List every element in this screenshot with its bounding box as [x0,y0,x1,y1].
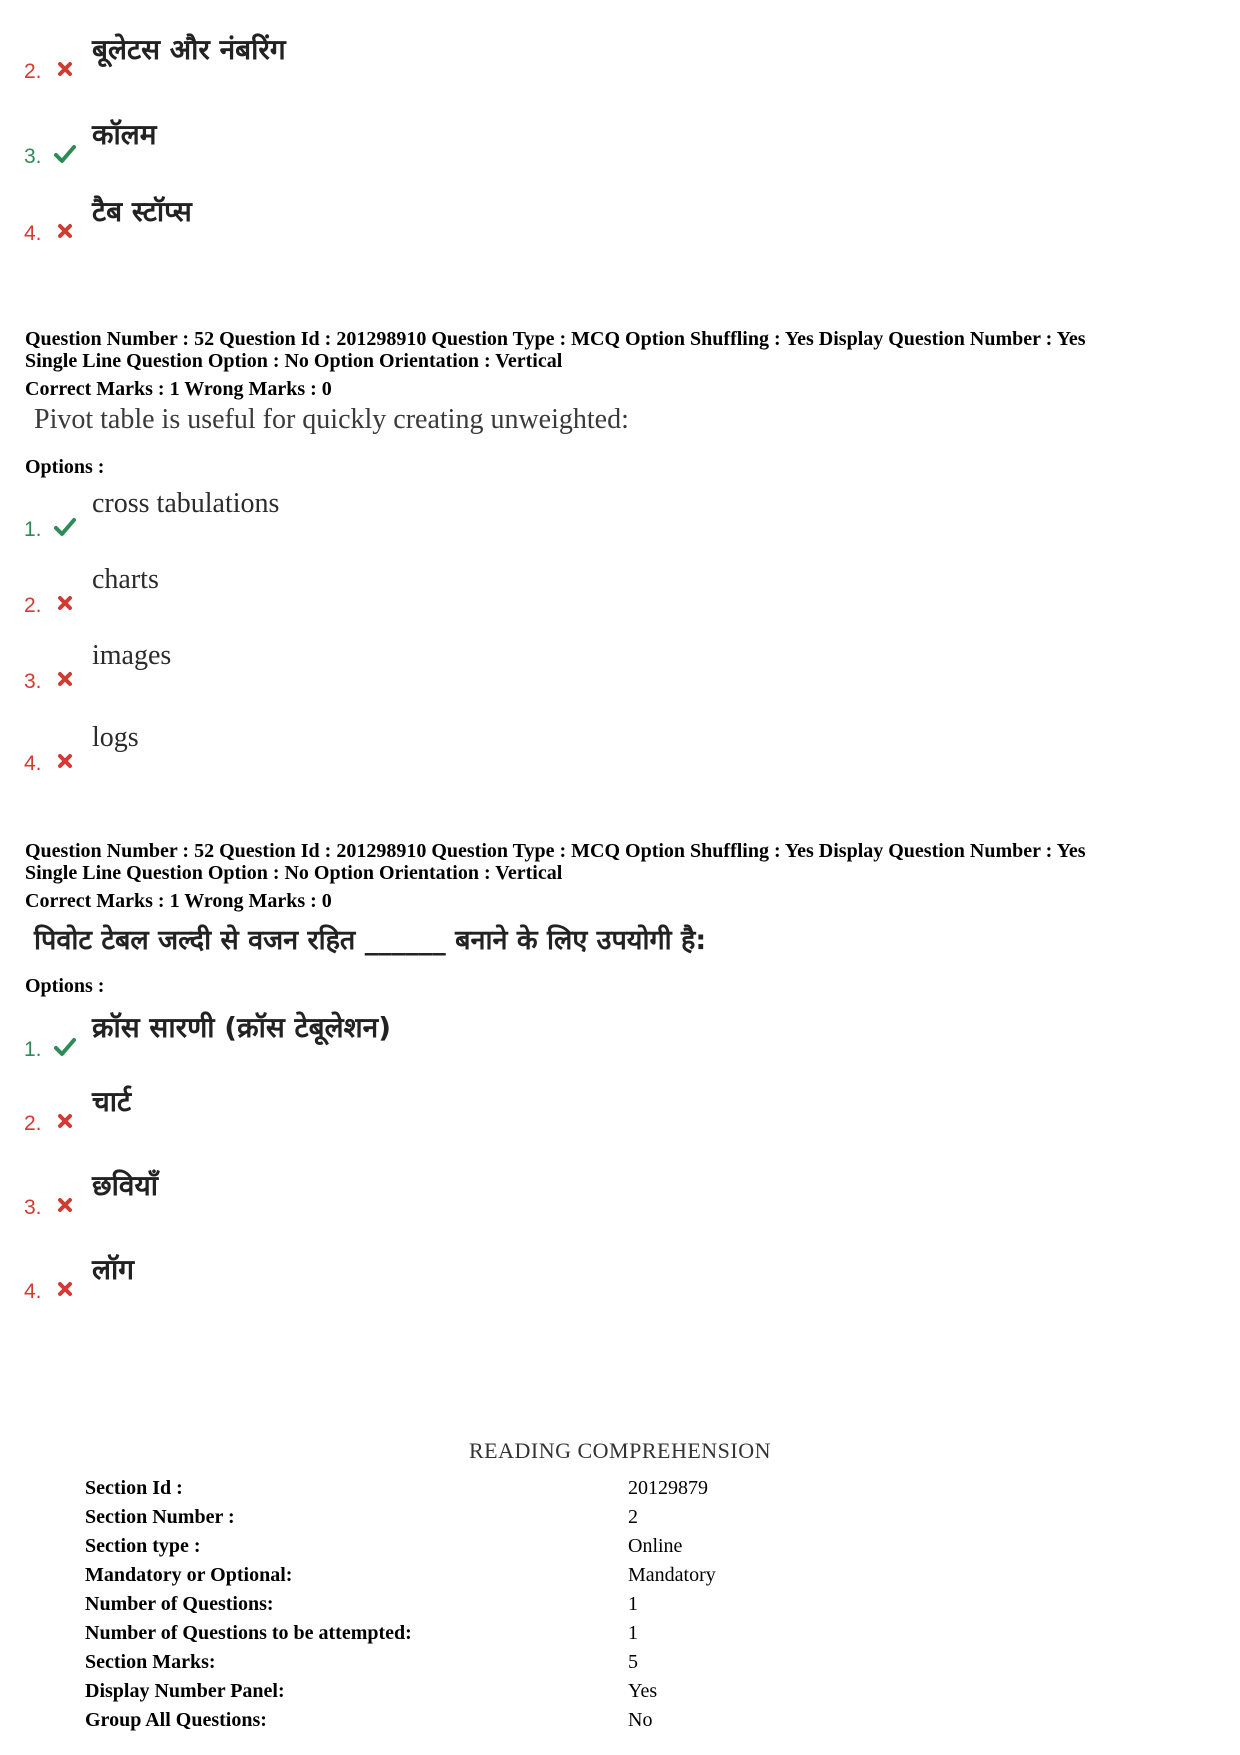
option-number: 4. [24,222,42,245]
cross-icon [54,58,76,80]
section-info-row [85,1477,985,1506]
option-number: 1. [24,518,42,541]
question-meta-line1: Question Number : 52 Question Id : 201298910 Question Type : MCQ Option Shuffling : Yes Display Question Number : Yes [25,840,1086,862]
section-info-value: Mandatory [628,1564,716,1586]
options-label: Options : [25,975,105,997]
section-info-label: Display Number Panel: [85,1680,285,1702]
section-info-value: 1 [628,1622,638,1644]
section-info-label: Group All Questions: [85,1709,267,1731]
section-title: READING COMPREHENSION [468,1438,771,1463]
question-marks: Correct Marks : 1 Wrong Marks : 0 [25,378,332,400]
option-item [24,722,1124,782]
option-item [24,115,1124,175]
question-meta [25,328,1225,400]
check-icon [54,143,76,165]
section-info-row [85,1622,985,1651]
cross-icon [54,750,76,772]
option-text: छवियाँ [92,1169,158,1202]
section-info-row [85,1651,985,1680]
section-info-value: Online [628,1535,683,1557]
option-item [24,564,1124,624]
section-info-label: Number of Questions: [85,1593,274,1615]
option-item [24,1250,1124,1310]
section-info-label: Section Id : [85,1477,183,1499]
question-meta-line2: Single Line Question Option : No Option Orientation : Vertical [25,350,563,372]
option-number: 3. [24,670,42,693]
section-info-label: Section Number : [85,1506,235,1528]
section-info-label: Section Marks: [85,1651,216,1673]
section-info-row [85,1506,985,1535]
cross-icon [54,1194,76,1216]
section-info-row [85,1564,985,1593]
check-icon [54,1036,76,1058]
option-number: 4. [24,752,42,775]
option-item [24,192,1124,252]
option-text: images [92,640,172,671]
option-text: कॉलम [92,118,157,151]
option-item [24,640,1124,700]
option-text: लॉग [92,1253,135,1286]
section-info-value: 2 [628,1506,638,1528]
option-item [24,1166,1124,1226]
option-text: cross tabulations [92,488,280,519]
cross-icon [54,592,76,614]
section-info-value: Yes [628,1680,658,1702]
option-number: 1. [24,1038,42,1061]
section-info-label: Number of Questions to be attempted: [85,1622,412,1644]
section-info-row [85,1680,985,1709]
cross-icon [54,1110,76,1132]
option-text: बूलेटस और नंबरिंग [92,33,286,66]
option-number: 2. [24,594,42,617]
option-number: 2. [24,1112,42,1135]
section-info-row [85,1535,985,1564]
section-info-value: No [628,1709,653,1731]
option-item [24,488,1124,548]
option-number: 3. [24,1196,42,1219]
options-label: Options : [25,456,105,478]
cross-icon [54,668,76,690]
section-info-value: 20129879 [628,1477,708,1499]
cross-icon [54,220,76,242]
section-info-label: Mandatory or Optional: [85,1564,293,1586]
section-info-row [85,1709,985,1738]
option-text: क्रॉस सारणी (क्रॉस टेबूलेशन) [92,1011,391,1044]
option-number: 3. [24,145,42,168]
option-text: logs [92,722,139,753]
option-number: 4. [24,1280,42,1303]
question-text: Pivot table is useful for quickly creating unweighted: [34,404,629,435]
question-meta-line2: Single Line Question Option : No Option Orientation : Vertical [25,862,563,884]
section-info-value: 5 [628,1651,638,1673]
section-info-label: Section type : [85,1535,201,1557]
option-item [24,1008,1124,1068]
option-text: charts [92,564,159,595]
option-text: टैब स्टॉप्स [92,195,192,228]
question-text: पिवोट टेबल जल्दी से वजन रहित ______ बनाने के लिए उपयोगी है: [34,925,707,956]
option-number: 2. [24,60,42,83]
option-item [24,30,1124,90]
option-text: चार्ट [92,1085,132,1118]
section-info-value: 1 [628,1593,638,1615]
check-icon [54,516,76,538]
cross-icon [54,1278,76,1300]
question-marks: Correct Marks : 1 Wrong Marks : 0 [25,890,332,912]
question-meta-line1: Question Number : 52 Question Id : 201298910 Question Type : MCQ Option Shuffling : Yes Display Question Number : Yes [25,328,1086,350]
option-item [24,1082,1124,1142]
question-meta [25,840,1225,912]
section-info-row [85,1593,985,1622]
